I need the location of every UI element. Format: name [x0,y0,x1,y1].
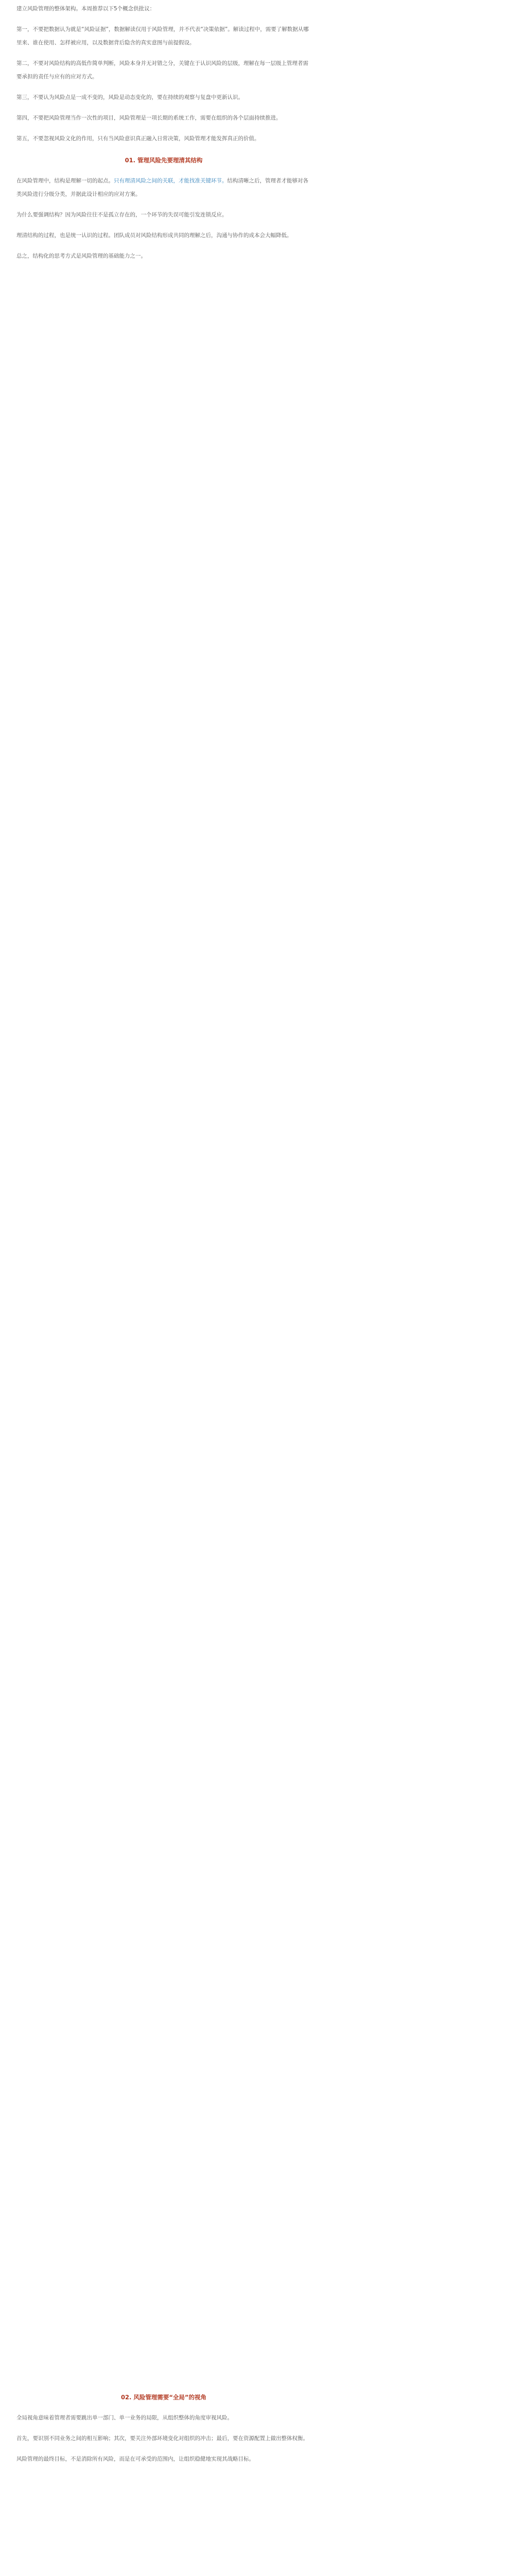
section-a [16,23,311,145]
article-intro: 建立风险管理的整体架构。本周推荐以下5个概念供批议： [16,6,155,12]
highlight: 只有理清风险之间的关联，才能找准关键环节。 [114,178,228,184]
paragraph: 为什么要强调结构？因为风险往往不是孤立存在的，一个环节的失误可能引发连锁反应。 [16,212,228,218]
paragraph: 在风险管理中，结构是理解一切的起点。只有理清风险之间的关联，才能找准关键环节。结构清晰之后，管理者才能够对各类风险进行分级分类，并据此设计相应的应对方案。 [16,178,308,197]
section-title: 01. 管理风险先要理清其结构 [125,157,203,164]
paragraph: 理清结构的过程，也是统一认识的过程。团队成员对风险结构形成共同的理解之后，沟通与协作的成本会大幅降低。 [16,232,292,239]
paragraph: 风险管理的最终目标，不是消除所有风险，而是在可承受的范围内，让组织稳健地实现其战略目标。 [16,2456,254,2462]
section-c [16,2411,311,2466]
paragraph: 第二，不要对风险结构的高低作简单判断，风险本身并无对错之分，关键在于认识风险的层级，理解在每一层级上管理者需要承担的责任与应有的应对方式。 [16,60,308,80]
article [16,0,311,2473]
paragraph: 第四，不要把风险管理当作一次性的项目，风险管理是一项长期的系统工作，需要在组织的各个层面持续推进。 [16,115,282,121]
paragraph: 总之，结构化的思考方式是风险管理的基础能力之一。 [16,253,146,259]
paragraph: 第三，不要认为风险点是一成不变的，风险是动态变化的，要在持续的观察与复盘中更新认识。 [16,94,243,100]
spacer [16,270,311,2382]
section-b [16,174,311,263]
paragraph: 全局视角意味着管理者需要跳出单一部门、单一业务的局限，从组织整体的角度审视风险。 [16,2415,233,2421]
paragraph: 第五，不要忽视风险文化的作用，只有当风险意识真正融入日常决策，风险管理才能发挥真正的价值。 [16,135,260,142]
section-title: 02. 风险管理需要“全局”的视角 [121,2394,206,2401]
paragraph: 首先，要识别不同业务之间的相互影响；其次，要关注外部环境变化对组织的冲击；最后，要在资源配置上做出整体权衡。 [16,2435,308,2442]
paragraph: 第一，不要把数据认为就是“风险证据”，数据解读仅用于风险管理，并不代表“决策依据”。解读过程中，需要了解数据从哪里来、谁在使用、怎样被应用，以及数据背后隐含的真实意图与前提假设。 [16,26,309,46]
